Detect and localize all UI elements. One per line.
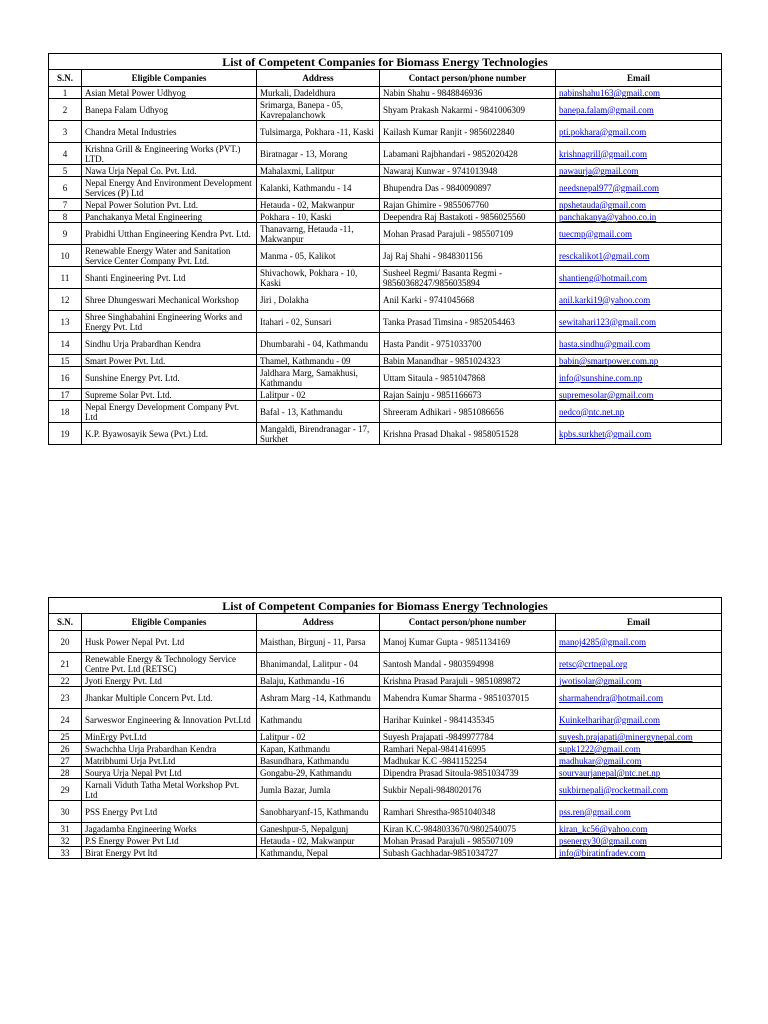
- cell-address: Ashram Marg -14, Kathmandu: [257, 687, 380, 709]
- cell-email[interactable]: anil.karki19@yahoo.com: [556, 289, 722, 311]
- cell-address: Kapan, Kathmandu: [257, 743, 380, 755]
- cell-contact: Uttam Sitaula - 9851047868: [380, 367, 556, 389]
- cell-company: Sindhu Urja Prabardhan Kendra: [82, 333, 257, 355]
- cell-email[interactable]: info@sunshine.com.np: [556, 367, 722, 389]
- cell-address: Maisthan, Birgunj - 11, Parsa: [257, 631, 380, 653]
- cell-email[interactable]: tuecmp@gmail.com: [556, 223, 722, 245]
- cell-company: Asian Metal Power Udhyog: [82, 87, 257, 99]
- cell-email[interactable]: kpbs.surkhet@gmail.com: [556, 423, 722, 445]
- cell-sn: 28: [49, 767, 82, 779]
- cell-sn: 7: [49, 199, 82, 211]
- cell-address: Itahari - 02, Sunsari: [257, 311, 380, 333]
- cell-email[interactable]: banepa.falam@gmail.com: [556, 99, 722, 121]
- cell-address: Jaldhara Marg, Samakhusi, Kathmandu: [257, 367, 380, 389]
- table-row: [49, 755, 722, 767]
- cell-company: Swachchha Urja Prabardhan Kendra: [82, 743, 257, 755]
- table-row: [49, 389, 722, 401]
- header-address: Address: [257, 614, 380, 631]
- table-row: [49, 631, 722, 653]
- cell-address: Srimarga, Banepa - 05, Kavrepalanchowk: [257, 99, 380, 121]
- table-row: [49, 143, 722, 165]
- header-company: Eligible Companies: [82, 70, 257, 87]
- cell-address: Hetauda - 02, Makwanpur: [257, 835, 380, 847]
- companies-table-2: [48, 597, 722, 859]
- cell-company: Jagadamba Engineering Works: [82, 823, 257, 835]
- cell-email[interactable]: babin@smartpower.com.np: [556, 355, 722, 367]
- table-row: [49, 311, 722, 333]
- header-company: Eligible Companies: [82, 614, 257, 631]
- cell-contact: Subash Gachhadar-9851034727: [380, 847, 556, 859]
- cell-address: Bhanimandal, Lalitpur - 04: [257, 653, 380, 675]
- cell-email[interactable]: suyesh.prajapati@minergynepal.com: [556, 731, 722, 743]
- table-row: [49, 199, 722, 211]
- cell-contact: Suyesh Prajapati -9849977784: [380, 731, 556, 743]
- cell-email[interactable]: manoj4285@gmail.com: [556, 631, 722, 653]
- cell-company: Nepal Energy And Environment Development Services (P) Ltd: [82, 177, 257, 199]
- cell-contact: Shyam Prakash Nakarmi - 9841006309: [380, 99, 556, 121]
- table-row: [49, 823, 722, 835]
- cell-address: Bafal - 13, Kathmandu: [257, 401, 380, 423]
- cell-contact: Ramhari Nepal-9841416995: [380, 743, 556, 755]
- cell-contact: Bhupendra Das - 9840090897: [380, 177, 556, 199]
- cell-sn: 31: [49, 823, 82, 835]
- cell-address: Jiri , Dolakha: [257, 289, 380, 311]
- cell-address: Manma - 05, Kalikot: [257, 245, 380, 267]
- cell-sn: 8: [49, 211, 82, 223]
- table-row: [49, 87, 722, 99]
- cell-company: Birat Energy Pvt ltd: [82, 847, 257, 859]
- cell-company: Matribhumi Urja Pvt.Ltd: [82, 755, 257, 767]
- cell-email[interactable]: nedco@ntc.net.np: [556, 401, 722, 423]
- cell-sn: 3: [49, 121, 82, 143]
- cell-contact: Hasta Pandit - 9751033700: [380, 333, 556, 355]
- cell-email[interactable]: kiran_kc56@yahoo.com: [556, 823, 722, 835]
- table-row: [49, 767, 722, 779]
- table-row: [49, 653, 722, 675]
- table-row: [49, 709, 722, 731]
- cell-contact: Susheel Regmi/ Basanta Regmi - 98560368247/9856035894: [380, 267, 556, 289]
- cell-sn: 16: [49, 367, 82, 389]
- cell-company: Prabidhi Utthan Engineering Kendra Pvt. Ltd.: [82, 223, 257, 245]
- header-sn: S.N.: [49, 70, 82, 87]
- cell-address: Balaju, Kathmandu -16: [257, 675, 380, 687]
- cell-company: MinErgy Pvt.Ltd: [82, 731, 257, 743]
- header-email: Email: [556, 614, 722, 631]
- cell-address: Kathmandu, Nepal: [257, 847, 380, 859]
- cell-address: Thanavarng, Hetauda -11, Makwanpur: [257, 223, 380, 245]
- table-row: [49, 177, 722, 199]
- cell-contact: Babin Manandhar - 9851024323: [380, 355, 556, 367]
- cell-sn: 19: [49, 423, 82, 445]
- cell-sn: 23: [49, 687, 82, 709]
- cell-email[interactable]: sharmahendra@hotmail.com: [556, 687, 722, 709]
- cell-company: Jyoti Energy Pvt. Ltd: [82, 675, 257, 687]
- cell-contact: Manoj Kumar Gupta - 9851134169: [380, 631, 556, 653]
- cell-contact: Krishna Prasad Parajuli - 9851089872: [380, 675, 556, 687]
- table-row: [49, 267, 722, 289]
- cell-email[interactable]: pti.pokhara@gmail.com: [556, 121, 722, 143]
- cell-contact: Nabin Shahu - 9848846936: [380, 87, 556, 99]
- header-sn: S.N.: [49, 614, 82, 631]
- cell-email[interactable]: npshetauda@gmail.com: [556, 199, 722, 211]
- cell-email[interactable]: sukbirnepali@rocketmail.com: [556, 779, 722, 801]
- cell-contact: Kailash Kumar Ranjit - 9856022840: [380, 121, 556, 143]
- table-row: [49, 245, 722, 267]
- cell-email[interactable]: retsc@crtnepal.org: [556, 653, 722, 675]
- cell-sn: 10: [49, 245, 82, 267]
- cell-contact: Kiran K.C-9848033670/9802540075: [380, 823, 556, 835]
- table-row: [49, 211, 722, 223]
- cell-company: Shree Dhungeswari Mechanical Workshop: [82, 289, 257, 311]
- cell-contact: Nawaraj Kunwar - 9741013948: [380, 165, 556, 177]
- cell-email[interactable]: hasta.sindhu@gmail.com: [556, 333, 722, 355]
- cell-address: Basundhara, Kathmandu: [257, 755, 380, 767]
- cell-sn: 25: [49, 731, 82, 743]
- cell-address: Lalitpur - 02: [257, 389, 380, 401]
- header-address: Address: [257, 70, 380, 87]
- cell-contact: Krishna Prasad Dhakal - 9858051528: [380, 423, 556, 445]
- table-title: List of Competent Companies for Biomass Energy Technologies: [49, 54, 722, 70]
- cell-email[interactable]: madhukar@gmail.com: [556, 755, 722, 767]
- cell-sn: 4: [49, 143, 82, 165]
- cell-company: P.S Energy Power Pvt Ltd: [82, 835, 257, 847]
- cell-contact: Rajan Ghimire - 9855067760: [380, 199, 556, 211]
- cell-company: Nepal Energy Development Company Pvt. Ltd: [82, 401, 257, 423]
- cell-company: K.P. Byawosayik Sewa (Pvt.) Ltd.: [82, 423, 257, 445]
- header-email: Email: [556, 70, 722, 87]
- cell-company: Krishna Grill & Engineering Works (PVT.) LTD.: [82, 143, 257, 165]
- table-row: [49, 847, 722, 859]
- cell-email[interactable]: psenergy30@gmail.com: [556, 835, 722, 847]
- cell-address: Mangaldi, Birendranagar - 17, Surkhet: [257, 423, 380, 445]
- cell-sn: 14: [49, 333, 82, 355]
- cell-email[interactable]: sourvaurjanepal@ntc.net.np: [556, 767, 722, 779]
- cell-contact: Rajan Sainju - 9851166673: [380, 389, 556, 401]
- cell-email[interactable]: krishnagrill@gmail.com: [556, 143, 722, 165]
- table-row: [49, 687, 722, 709]
- cell-email[interactable]: nawaurja@gmail.com: [556, 165, 722, 177]
- cell-sn: 29: [49, 779, 82, 801]
- cell-email[interactable]: supremesolar@gmail.com: [556, 389, 722, 401]
- cell-address: Dhumbarahi - 04, Kathmandu: [257, 333, 380, 355]
- cell-company: Renewable Energy & Technology Service Centre Pvt. Ltd (RETSC): [82, 653, 257, 675]
- cell-address: Ganeshpur-5, Nepalgunj: [257, 823, 380, 835]
- table-row: [49, 333, 722, 355]
- cell-company: Smart Power Pvt. Ltd.: [82, 355, 257, 367]
- cell-address: Kathmandu: [257, 709, 380, 731]
- table-title: List of Competent Companies for Biomass Energy Technologies: [49, 598, 722, 614]
- cell-address: Sanobharyanf-15, Kathmandu: [257, 801, 380, 823]
- cell-sn: 9: [49, 223, 82, 245]
- cell-company: Sourya Urja Nepal Pvt Ltd: [82, 767, 257, 779]
- cell-address: Tulsimarga, Pokhara -11, Kaski: [257, 121, 380, 143]
- cell-email[interactable]: Kuinkelharihar@gmail.com: [556, 709, 722, 731]
- table-row: [49, 367, 722, 389]
- cell-sn: 2: [49, 99, 82, 121]
- cell-company: Supreme Solar Pvt. Ltd.: [82, 389, 257, 401]
- companies-table-1: [48, 53, 722, 445]
- cell-address: Hetauda - 02, Makwanpur: [257, 199, 380, 211]
- cell-sn: 13: [49, 311, 82, 333]
- cell-contact: Shreeram Adhikari - 9851086656: [380, 401, 556, 423]
- table-row: [49, 835, 722, 847]
- cell-company: Nepal Power Solution Pvt. Ltd.: [82, 199, 257, 211]
- cell-sn: 21: [49, 653, 82, 675]
- cell-email[interactable]: needsnepal977@gmail.com: [556, 177, 722, 199]
- cell-email[interactable]: pss.ren@gmail.com: [556, 801, 722, 823]
- table-row: [49, 731, 722, 743]
- cell-address: Mahalaxmi, Lalitpur: [257, 165, 380, 177]
- cell-sn: 15: [49, 355, 82, 367]
- cell-company: Husk Power Nepal Pvt. Ltd: [82, 631, 257, 653]
- cell-sn: 32: [49, 835, 82, 847]
- cell-sn: 22: [49, 675, 82, 687]
- cell-sn: 12: [49, 289, 82, 311]
- cell-company: Banepa Falam Udhyog: [82, 99, 257, 121]
- cell-contact: Tanka Prasad Timsina - 9852054463: [380, 311, 556, 333]
- cell-email[interactable]: sewitahari123@gmail.com: [556, 311, 722, 333]
- table-row: [49, 121, 722, 143]
- header-contact: Contact person/phone number: [380, 70, 556, 87]
- table-row: [49, 779, 722, 801]
- table-row: [49, 355, 722, 367]
- cell-company: Sarweswor Engineering & Innovation Pvt.Ltd: [82, 709, 257, 731]
- table-row: [49, 165, 722, 177]
- cell-email[interactable]: nabinshahu163@gmail.com: [556, 87, 722, 99]
- table-row: [49, 675, 722, 687]
- cell-address: Thamel, Kathmandu - 09: [257, 355, 380, 367]
- cell-sn: 11: [49, 267, 82, 289]
- cell-address: Biratnagar - 13, Morang: [257, 143, 380, 165]
- cell-company: Karnali Viduth Tatha Metal Workshop Pvt. Ltd: [82, 779, 257, 801]
- cell-contact: Ramhari Shrestha-9851040348: [380, 801, 556, 823]
- cell-address: Lalitpur - 02: [257, 731, 380, 743]
- cell-email[interactable]: supk1222@gmail.com: [556, 743, 722, 755]
- cell-contact: Deependra Raj Bastakoti - 9856025560: [380, 211, 556, 223]
- cell-sn: 17: [49, 389, 82, 401]
- cell-contact: Mohan Prasad Parajuli - 985507109: [380, 835, 556, 847]
- cell-email[interactable]: jwotisolar@gmail.com: [556, 675, 722, 687]
- cell-contact: Sukbir Nepali-9848020176: [380, 779, 556, 801]
- cell-contact: Mohan Prasad Parajuli - 985507109: [380, 223, 556, 245]
- cell-contact: Jaj Raj Shahi - 9848301156: [380, 245, 556, 267]
- cell-contact: Madhukar K.C -9841152254: [380, 755, 556, 767]
- cell-sn: 20: [49, 631, 82, 653]
- cell-company: Shree Singhabahini Engineering Works and Energy Pvt. Ltd: [82, 311, 257, 333]
- cell-address: Jumla Bazar, Jumla: [257, 779, 380, 801]
- cell-company: Shanti Engineering Pvt. Ltd: [82, 267, 257, 289]
- cell-address: Murkali, Dadeldhura: [257, 87, 380, 99]
- table-row: [49, 423, 722, 445]
- cell-company: Jhankar Multiple Concern Pvt. Ltd.: [82, 687, 257, 709]
- cell-company: Sunshine Energy Pvt. Ltd.: [82, 367, 257, 389]
- cell-company: PSS Energy Pvt Ltd: [82, 801, 257, 823]
- cell-sn: 5: [49, 165, 82, 177]
- cell-contact: Anil Karki - 9741045668: [380, 289, 556, 311]
- cell-address: Pokhara - 10, Kaski: [257, 211, 380, 223]
- table-row: [49, 223, 722, 245]
- cell-contact: Santosh Mandal - 9803594998: [380, 653, 556, 675]
- cell-address: Shivachowk, Pokhara - 10, Kaski: [257, 267, 380, 289]
- table-row: [49, 743, 722, 755]
- cell-sn: 30: [49, 801, 82, 823]
- table-row: [49, 801, 722, 823]
- cell-address: Kalanki, Kathmandu - 14: [257, 177, 380, 199]
- cell-email[interactable]: shantieng@hotmail.com: [556, 267, 722, 289]
- cell-sn: 6: [49, 177, 82, 199]
- cell-sn: 1: [49, 87, 82, 99]
- cell-company: Panchakanya Metal Engineering: [82, 211, 257, 223]
- table-row: [49, 401, 722, 423]
- cell-sn: 33: [49, 847, 82, 859]
- cell-sn: 27: [49, 755, 82, 767]
- cell-company: Chandra Metal Industries: [82, 121, 257, 143]
- table-row: [49, 99, 722, 121]
- table-row: [49, 289, 722, 311]
- cell-email[interactable]: info@biratinfradev.com: [556, 847, 722, 859]
- cell-email[interactable]: resckalikot1@gmail.com: [556, 245, 722, 267]
- cell-sn: 26: [49, 743, 82, 755]
- cell-company: Nawa Urja Nepal Co. Pvt. Ltd.: [82, 165, 257, 177]
- cell-company: Renewable Energy Water and Sanitation Service Center Company Pvt. Ltd.: [82, 245, 257, 267]
- cell-address: Gongabu-29, Kathmandu: [257, 767, 380, 779]
- cell-contact: Labamani Rajbhandari - 9852020428: [380, 143, 556, 165]
- cell-email[interactable]: panchakanya@yahoo.co.in: [556, 211, 722, 223]
- cell-contact: Mahendra Kumar Sharma - 9851037015: [380, 687, 556, 709]
- cell-sn: 24: [49, 709, 82, 731]
- cell-contact: Harihar Kuinkel - 9841435345: [380, 709, 556, 731]
- cell-contact: Dipendra Prasad Sitoula-9851034739: [380, 767, 556, 779]
- header-contact: Contact person/phone number: [380, 614, 556, 631]
- cell-sn: 18: [49, 401, 82, 423]
